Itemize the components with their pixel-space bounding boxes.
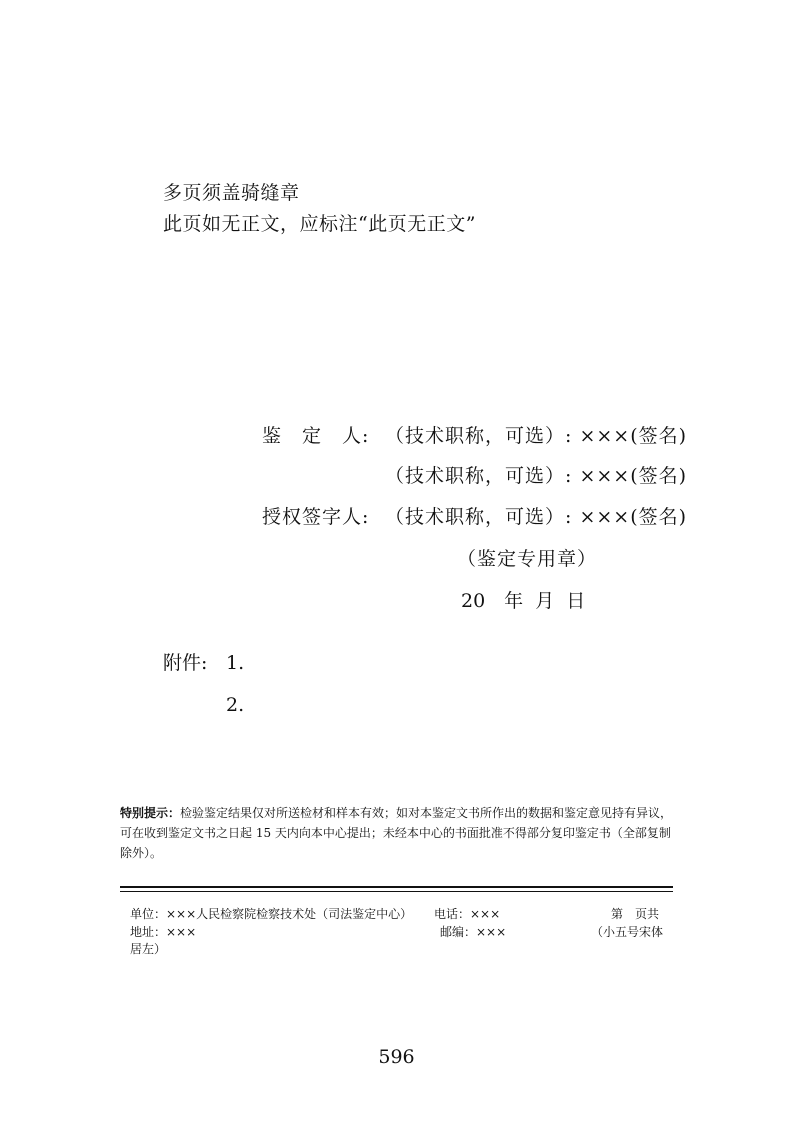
footer-format-note-continued: 居左） (130, 942, 167, 956)
footer-unit: 单位：×××人民检察院检察技术处（司法鉴定中心） (130, 907, 413, 921)
attachments-label: 附件: (163, 652, 208, 674)
attachment-item-2: 2. (226, 694, 245, 716)
special-notice-label: 特别提示： (120, 806, 181, 820)
cross-page-seal-note: 多页须盖骑缝章 (163, 182, 300, 204)
special-notice-text: 检验鉴定结果仅对所送检材和样本有效；如对本鉴定文书所作出的数据和鉴定意见持有异议，可在收到鉴定文书之日起 15 天内向本中心提出；未经本中心的书面批准不得部分复印鉴定书（全部复制除外）。 (120, 806, 673, 860)
attachment-item-1: 1. (226, 652, 245, 674)
footer-page-of: 第 页共 (611, 907, 660, 921)
special-notice (120, 803, 680, 863)
appraiser-label: 鉴 定 人: (262, 425, 370, 447)
authorized-signatory-signature: （技术职称，可选）: ×××(签名) (385, 506, 688, 528)
footer-postcode: 邮编：××× (440, 925, 507, 939)
footer-divider-thick (120, 886, 673, 888)
page-number: 596 (378, 1046, 415, 1068)
no-text-page-note: 此页如无正文，应标注“此页无正文” (163, 213, 476, 235)
authorized-signatory-label: 授权签字人: (262, 506, 370, 528)
appraiser-2-signature: （技术职称，可选）: ×××(签名) (385, 465, 688, 487)
signing-date: 20 年 月 日 (461, 590, 586, 612)
footer-format-note: （小五号宋体 (591, 925, 664, 939)
footer-divider-thin (120, 891, 673, 892)
footer-phone: 电话：××× (434, 907, 501, 921)
footer-address: 地址：××× (130, 925, 197, 939)
appraisal-seal-placeholder: （鉴定专用章） (457, 548, 598, 570)
appraiser-signature: （技术职称，可选）: ×××(签名) (385, 425, 688, 447)
